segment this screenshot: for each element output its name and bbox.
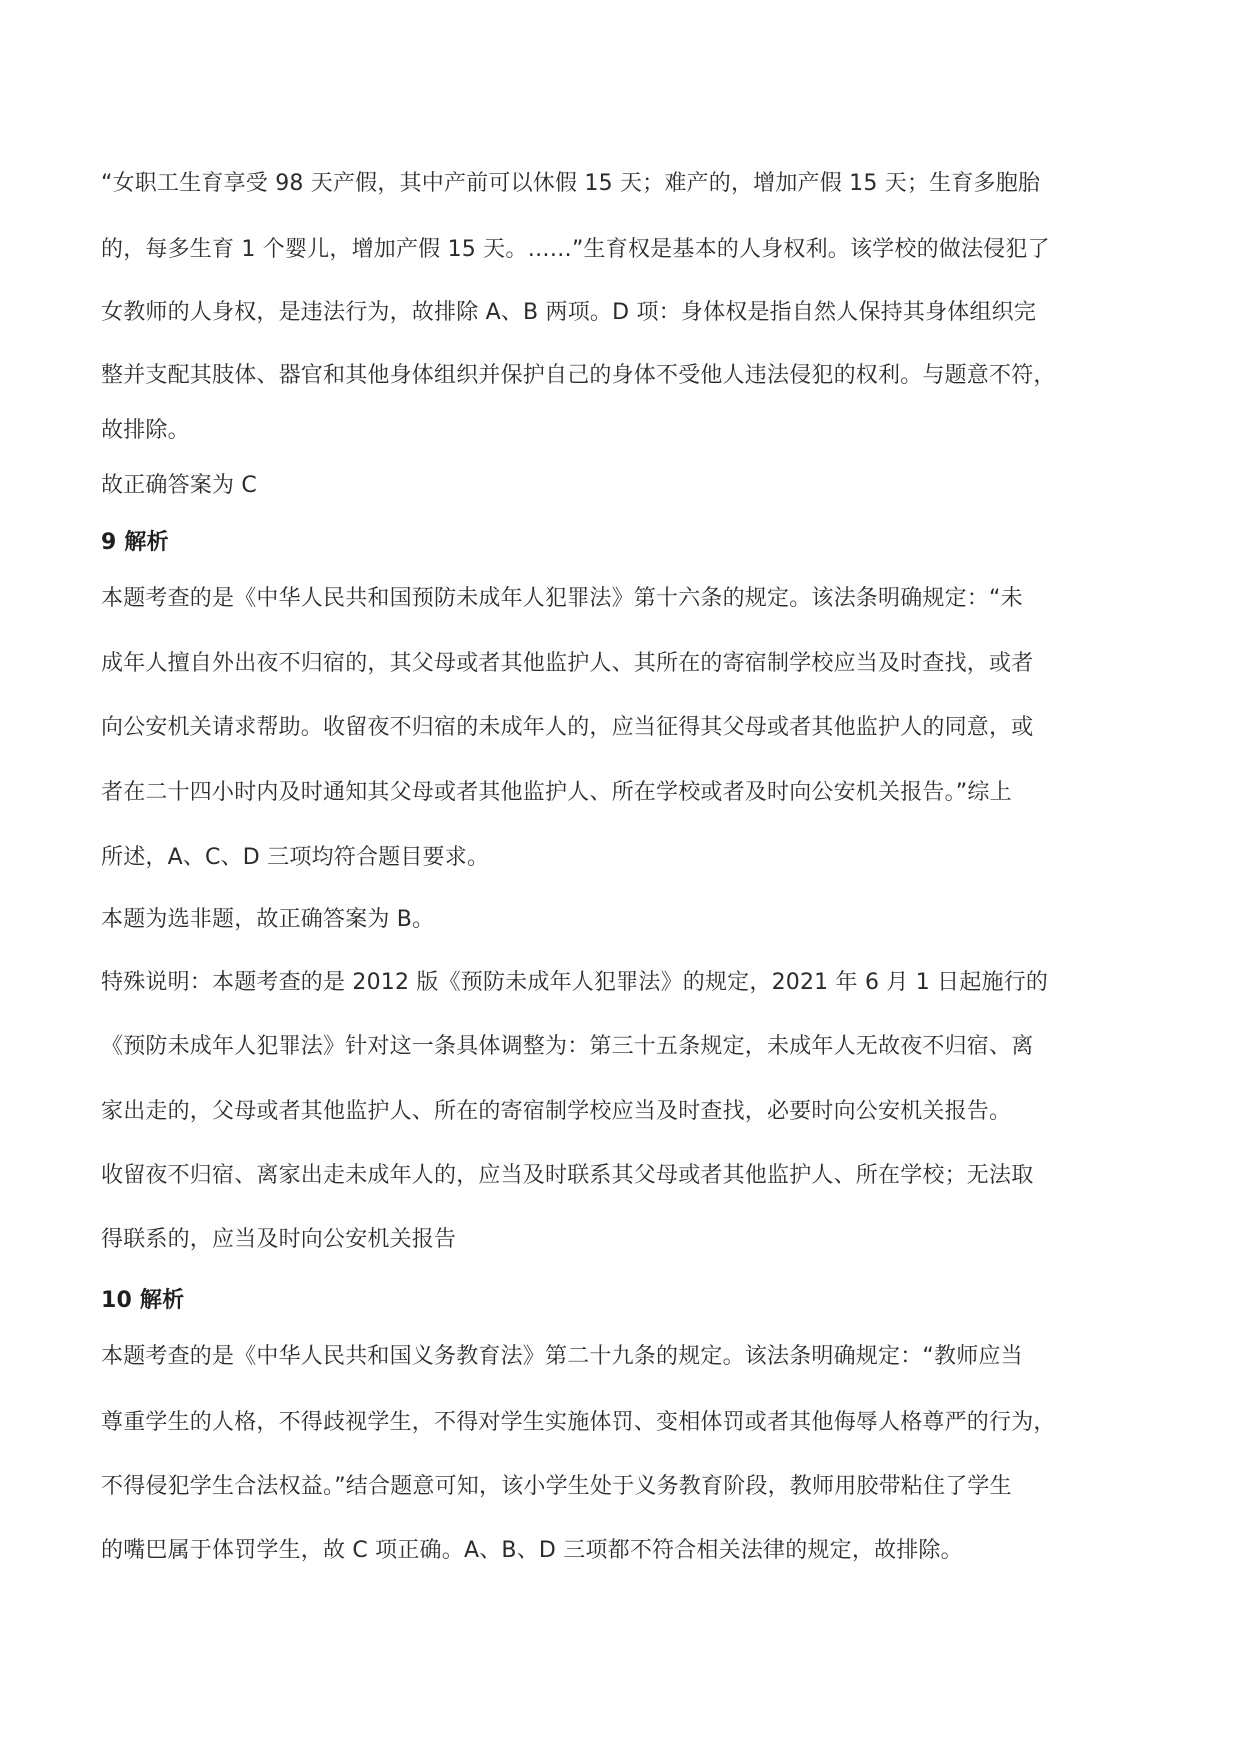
text-line: 女教师的人身权，是违法行为，故排除 A、B 两项。D 项：身体权是指自然人保持其身体组织完 xyxy=(101,300,1037,325)
text-line: 成年人擅自外出夜不归宿的，其父母或者其他监护人、其所在的寄宿制学校应当及时查找，或者 xyxy=(101,651,1034,676)
note-line: 收留夜不归宿、离家出走未成年人的，应当及时联系其父母或者其他监护人、所在学校；无法取 xyxy=(101,1163,1034,1188)
note-line: 得联系的，应当及时向公安机关报告 xyxy=(101,1227,457,1252)
section-heading-10: 10 解析 xyxy=(101,1288,185,1313)
text-line: 本题考查的是《中华人民共和国义务教育法》第二十九条的规定。该法条明确规定：“教师应当 xyxy=(101,1344,1023,1369)
text-line: 尊重学生的人格，不得歧视学生，不得对学生实施体罚、变相体罚或者其他侮辱人格尊严的行为， xyxy=(101,1410,1056,1435)
text-line: 不得侵犯学生合法权益。”结合题意可知，该小学生处于义务教育阶段，教师用胶带粘住了学生 xyxy=(101,1474,1012,1499)
text-line: 的，每多生育 1 个婴儿，增加产假 15 天。……”生育权是基本的人身权利。该学校的做法侵犯了 xyxy=(101,237,1050,262)
answer-line: 故正确答案为 C xyxy=(101,473,257,498)
text-line: 所述，A、C、D 三项均符合题目要求。 xyxy=(101,845,490,870)
text-line: 的嘴巴属于体罚学生，故 C 项正确。A、B、D 三项都不符合相关法律的规定，故排除。 xyxy=(101,1538,963,1563)
note-line: 《预防未成年人犯罪法》针对这一条具体调整为：第三十五条规定，未成年人无故夜不归宿、离 xyxy=(101,1034,1034,1059)
text-line: 向公安机关请求帮助。收留夜不归宿的未成年人的，应当征得其父母或者其他监护人的同意，或 xyxy=(101,715,1034,740)
text-line: 本题考查的是《中华人民共和国预防未成年人犯罪法》第十六条的规定。该法条明确规定：“未 xyxy=(101,586,1023,611)
section-heading-9: 9 解析 xyxy=(101,530,169,555)
text-line: “女职工生育享受 98 天产假，其中产前可以休假 15 天；难产的，增加产假 15 天；生育多胞胎 xyxy=(101,171,1041,196)
note-line: 家出走的，父母或者其他监护人、所在的寄宿制学校应当及时查找，必要时向公安机关报告。 xyxy=(101,1099,1012,1124)
text-line: 故排除。 xyxy=(101,418,190,443)
text-line: 者在二十四小时内及时通知其父母或者其他监护人、所在学校或者及时向公安机关报告。”综上 xyxy=(101,780,1012,805)
text-line: 整并支配其肢体、器官和其他身体组织并保护自己的身体不受他人违法侵犯的权利。与题意不符， xyxy=(101,363,1056,388)
note-line: 特殊说明：本题考查的是 2012 版《预防未成年人犯罪法》的规定，2021 年 6 月 1 日起施行的 xyxy=(101,970,1049,995)
answer-line: 本题为选非题，故正确答案为 B。 xyxy=(101,907,435,932)
